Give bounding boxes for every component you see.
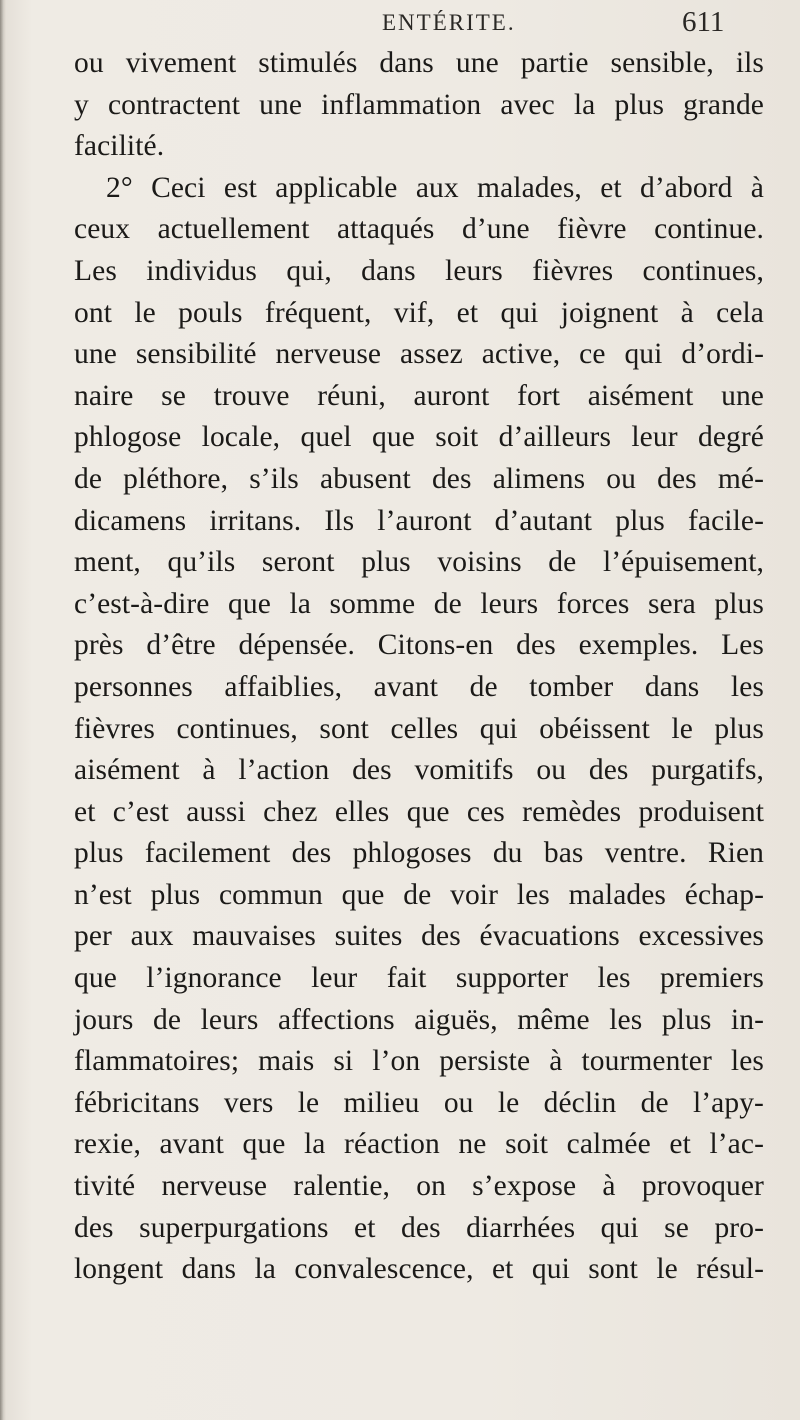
text-line: ceux actuellement attaqués d’une fièvre continue. <box>74 213 764 246</box>
text-line: fièvres continues, sont celles qui obéissent le plus <box>74 712 764 745</box>
text-line: longent dans la convalescence, et qui sont le résul- <box>74 1253 764 1286</box>
text-line: naire se trouve réuni, auront fort aisément une <box>74 379 764 412</box>
text-line: aisément à l’action des vomitifs ou des purgatifs, <box>74 754 764 787</box>
text-line: de pléthore, s’ils abusent des alimens ou des mé- <box>74 462 764 495</box>
text-line: des superpurgations et des diarrhées qui se pro- <box>74 1211 764 1244</box>
text-line: plus facilement des phlogoses du bas ventre. Rien <box>74 837 764 870</box>
text-line: que l’ignorance leur fait supporter les premiers <box>74 962 764 995</box>
text-line: ment, qu’ils seront plus voisins de l’épuisement, <box>74 546 764 579</box>
page-header <box>74 4 764 44</box>
running-head: ENTÉRITE. <box>382 10 516 35</box>
text-line: jours de leurs affections aiguës, même les plus in- <box>74 1003 764 1036</box>
text-line: phlogose locale, quel que soit d’ailleurs leur degré <box>74 421 764 454</box>
text-line: une sensibilité nerveuse assez active, ce qui d’ordi- <box>74 338 764 371</box>
text-line: personnes affaiblies, avant de tomber dans les <box>74 670 764 703</box>
text-line: ont le pouls fréquent, vif, et qui joignent à cela <box>74 296 764 329</box>
text-line: fébricitans vers le milieu ou le déclin de l’apy- <box>74 1086 764 1119</box>
page-gutter-shadow <box>0 0 6 1420</box>
text-line: 2° Ceci est applicable aux malades, et d’abord à <box>106 171 764 204</box>
text-line: dicamens irritans. Ils l’auront d’autant plus facile- <box>74 504 764 537</box>
body-text <box>74 43 764 1291</box>
text-line: et c’est aussi chez elles que ces remèdes produisent <box>74 795 764 828</box>
text-line: facilité. <box>74 130 165 163</box>
text-line: c’est-à-dire que la somme de leurs forces sera plus <box>74 587 764 620</box>
text-line: y contractent une inflammation avec la plus grande <box>74 88 764 121</box>
text-line: tivité nerveuse ralentie, on s’expose à provoquer <box>74 1170 764 1203</box>
text-line: per aux mauvaises suites des évacuations excessives <box>74 920 764 953</box>
text-line: Les individus qui, dans leurs fièvres continues, <box>74 254 764 287</box>
text-line: n’est plus commun que de voir les malades échap- <box>74 878 764 911</box>
page-number: 611 <box>682 6 725 38</box>
text-line: flammatoires; mais si l’on persiste à tourmenter les <box>74 1045 764 1078</box>
text-line: rexie, avant que la réaction ne soit calmée et l’ac- <box>74 1128 764 1161</box>
text-line: près d’être dépensée. Citons-en des exemples. Les <box>74 629 764 662</box>
text-line: ou vivement stimulés dans une partie sensible, ils <box>74 47 764 79</box>
